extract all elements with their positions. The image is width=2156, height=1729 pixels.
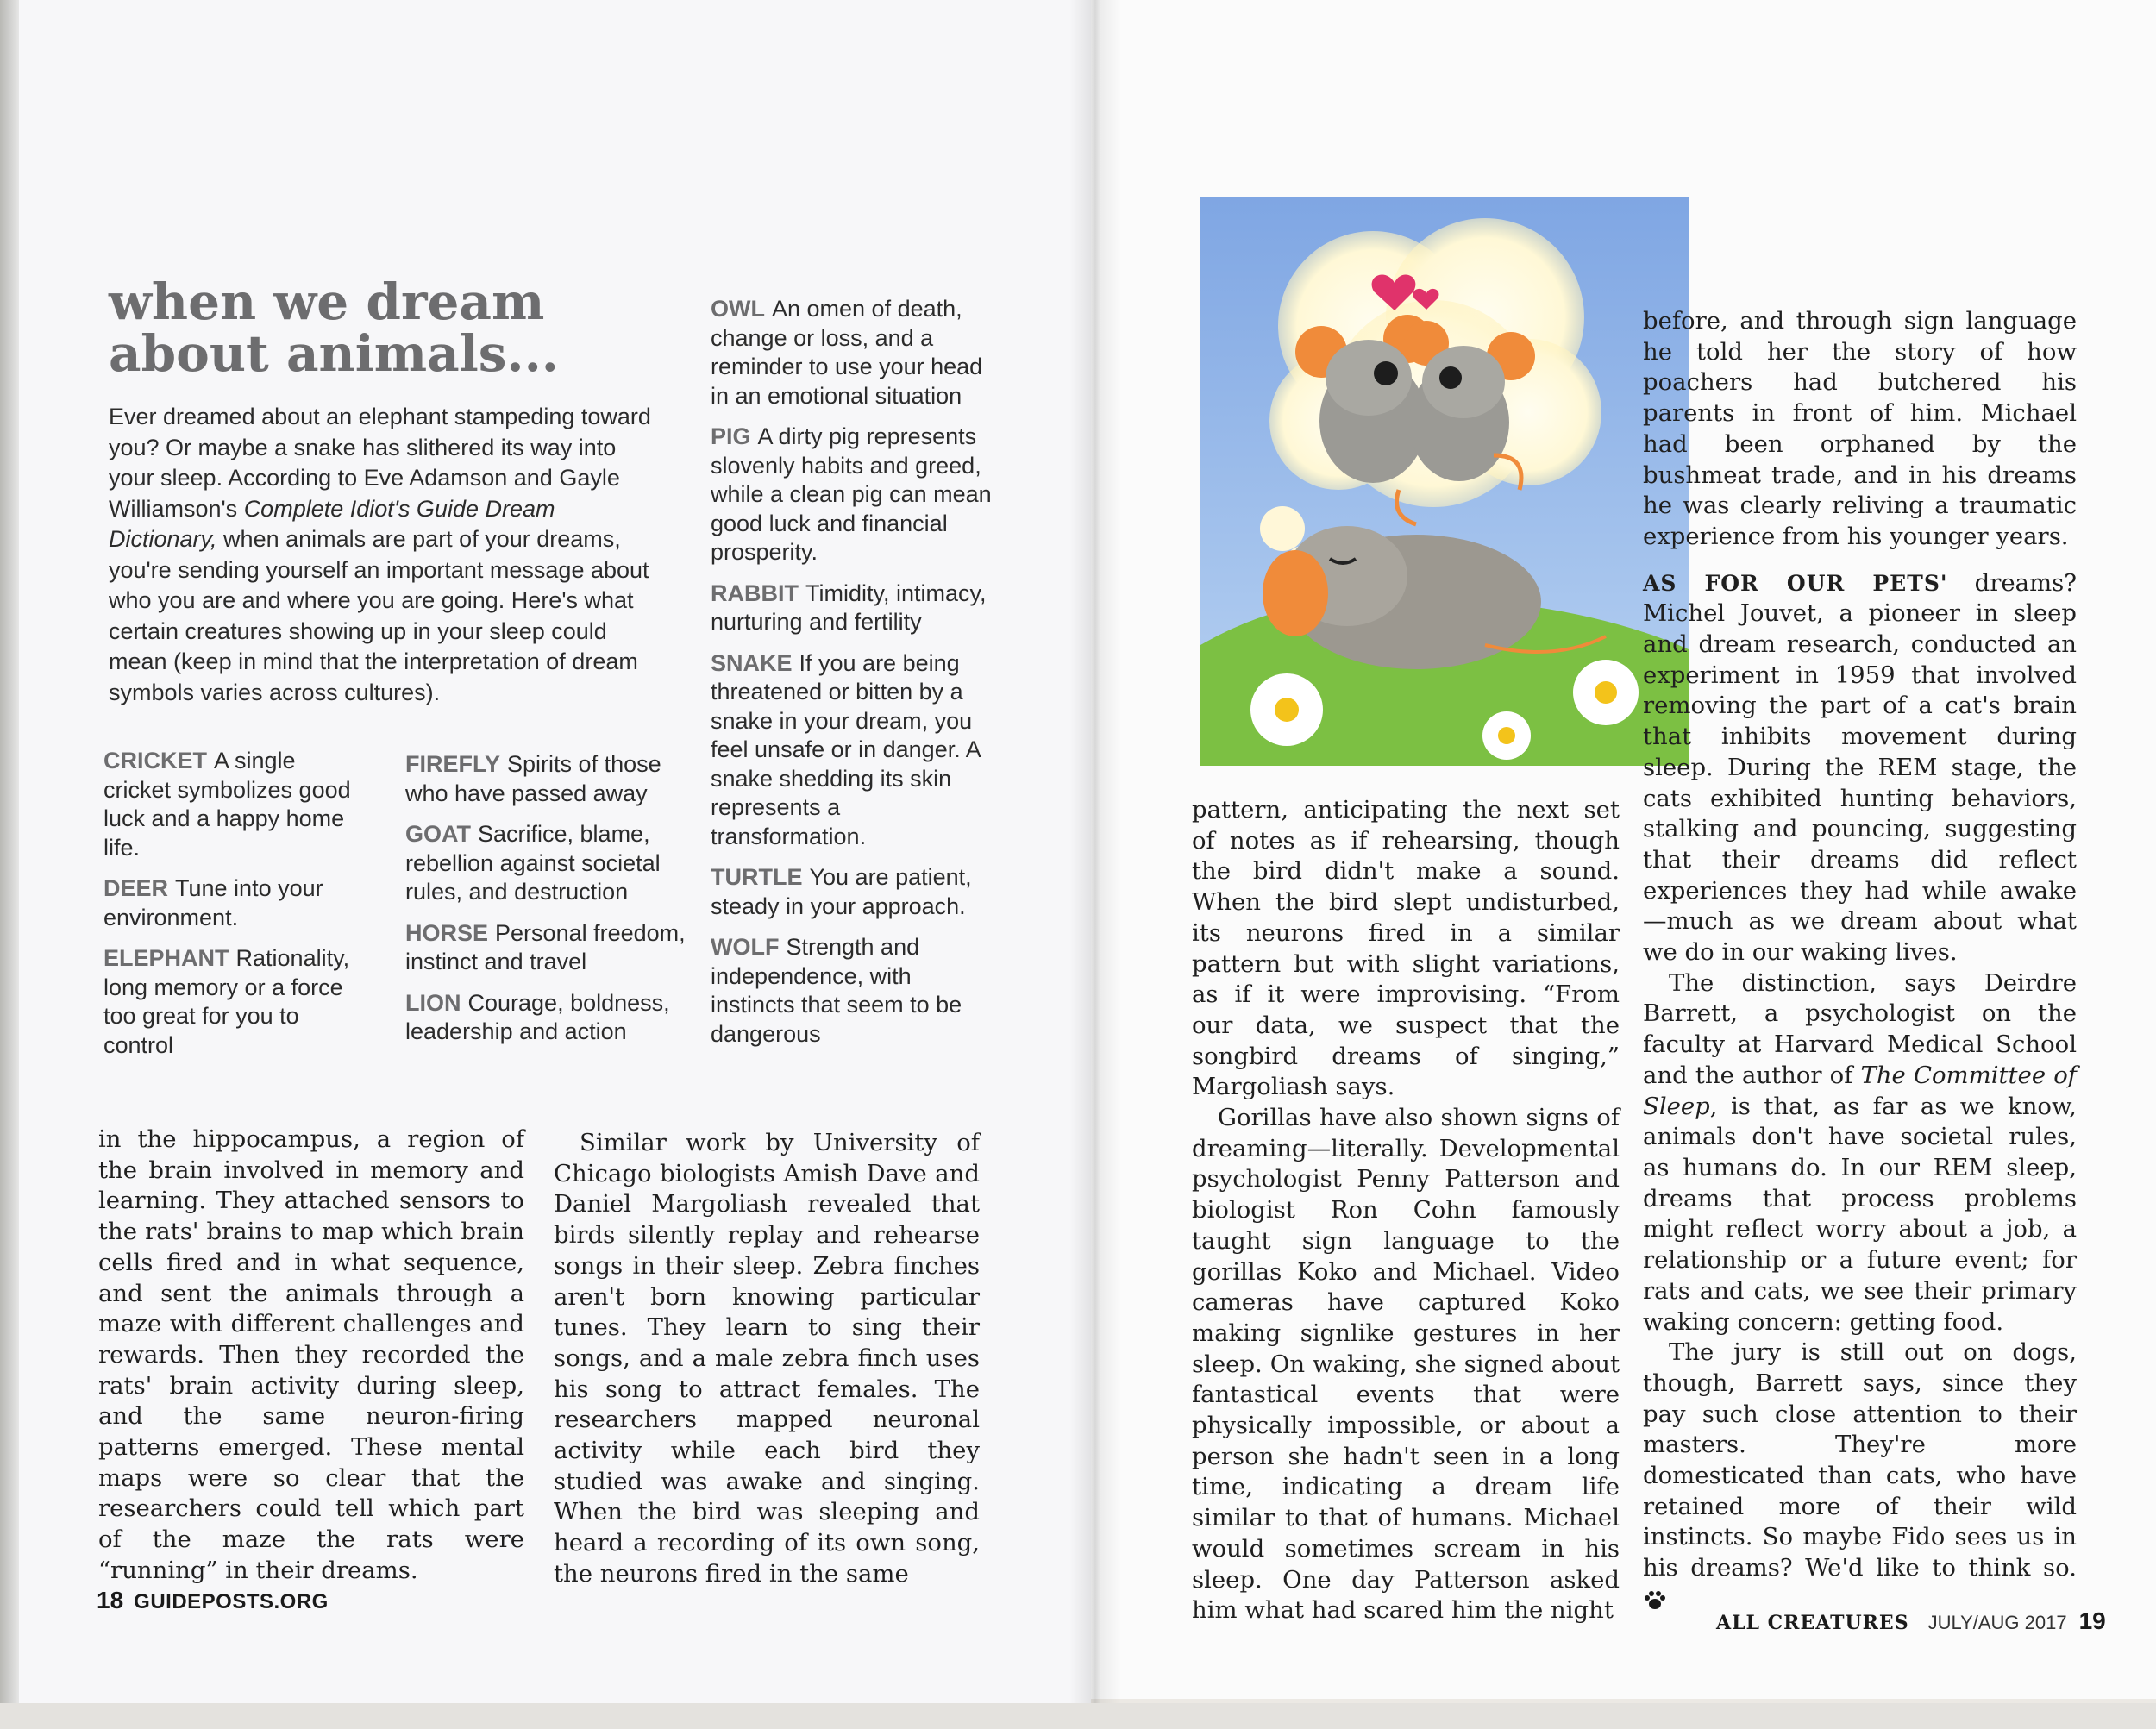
symbol-entry [405, 989, 690, 1047]
symbol-entry [103, 944, 362, 1060]
symbol-entry [711, 933, 1000, 1049]
symbol-entry [711, 295, 1000, 410]
symbol-meaning: Courage, boldness, leadership and action [405, 989, 670, 1044]
article-paragraph: pattern, anticipating the next set of notes as if rehearsing, though the bird didn't make a sound. When the bird slept undisturbed, its neurons fired in a similar pattern but with slight variations, as if it were improvising. “From our data, we suspect that the songbird dreams of singing,” Margoliash says. [1192, 796, 1620, 1101]
symbol-term: LION [405, 989, 461, 1016]
symbol-term: PIG [711, 423, 751, 449]
symbol-meaning: An omen of death, change or loss, and a reminder to use your head in an emotional situation [711, 296, 983, 409]
symbol-meaning: Rationality, long memory or a force too great for you to control [103, 945, 350, 1058]
intro-text-1: Ever dreamed about an elephant stampeding toward you? Or maybe a snake has slithered its way into your sleep. According to Eve Adamson and Gayle Williamson's [109, 404, 651, 522]
symbol-entry [711, 423, 1000, 567]
article-column-2 [554, 1128, 980, 1590]
book-title: The Committee of Sleep [1643, 1061, 2077, 1120]
symbol-term: OWL [711, 296, 765, 322]
article-column-3 [1192, 795, 1620, 1626]
symbol-entry [711, 649, 1000, 852]
symbol-term: TURTLE [711, 864, 803, 890]
symbol-meaning: Timidity, intimacy, nurturing and fertility [711, 579, 987, 635]
dreaming-mouse-illustration [1200, 197, 1689, 766]
intro-book-title: Complete Idiot's Guide Dream Dictionary, [109, 495, 555, 552]
symbol-meaning: You are patient, steady in your approach. [711, 864, 972, 919]
page-edge-shadow [0, 0, 19, 1703]
article-column-1 [98, 1124, 524, 1587]
paragraph-text: , is that, as far as we know, animals don't have societal rules, as humans do. In our REM sleep, dreams that process problems might reflect worry about a job, a relationship or a future event; for rats and cats, we see their primary waking concern: getting food. [1643, 1092, 2077, 1336]
page-number: 18 [97, 1587, 124, 1613]
page-number: 19 [2078, 1607, 2106, 1634]
symbol-meaning: Strength and independence, with instincts that seem to be dangerous [711, 934, 962, 1047]
article-paragraph [1643, 568, 2077, 968]
symbol-list-column-3 [711, 295, 1000, 1061]
symbol-term: HORSE [405, 919, 489, 946]
sidebar-headline: when we dream about animals... [109, 273, 559, 383]
folio-date: JULY/AUG 2017 [1927, 1612, 2067, 1633]
article-column-4 [1643, 306, 2077, 1615]
symbol-list-column-1 [103, 747, 362, 1072]
bottom-edge [0, 1703, 2156, 1729]
article-paragraph: Similar work by University of Chicago biologists Amish Dave and Daniel Margoliash revealed that birds silently replay and rehearse songs in their sleep. Zebra finches aren't born knowing particular tunes. They learn to sing their songs, and a male zebra finch uses his song to attract females. The researchers mapped neuronal activity while each bird they studied was awake and singing. When the bird was sleeping and heard a recording of its own song, the neurons fired in the same [554, 1129, 980, 1588]
symbol-meaning: Sacrifice, blame, rebellion against societal rules, and destruction [405, 821, 661, 905]
symbol-meaning: A dirty pig represents slovenly habits and greed, while a clean pig can mean good luck and financial prosperity. [711, 423, 992, 565]
paw-print-icon [1643, 1589, 1667, 1610]
intro-text-2: when animals are part of your dreams, you're sending yourself an important message about who you are and where you are going. Here's what certain creatures showing up in your sleep could mean (keep in mind that the interpretation of dream symbols varies across cultures). [109, 526, 649, 705]
symbol-entry [405, 750, 690, 808]
left-folio [97, 1587, 329, 1614]
symbol-meaning: Personal freedom, instinct and travel [405, 919, 686, 974]
section-lead-in: AS FOR OUR PETS' [1643, 570, 1948, 596]
folio-site: GUIDEPOSTS.ORG [134, 1590, 329, 1613]
symbol-term: WOLF [711, 934, 780, 960]
symbol-term: ELEPHANT [103, 945, 229, 971]
article-paragraph [1643, 968, 2077, 1337]
page-gutter [1069, 0, 1121, 1703]
symbol-term: FIREFLY [405, 751, 501, 777]
article-paragraph: before, and through sign language he told her the story of how poachers had butchered his parents in front of him. Michael had been orphaned by the bushmeat trade, and in his dreams he was clearly reliving a traumatic experience from his younger years. [1643, 307, 2077, 550]
symbol-term: SNAKE [711, 649, 793, 676]
symbol-meaning: A single cricket symbolizes good luck and a happy home life. [103, 748, 351, 861]
paragraph-text: The distinction, says Deirdre Barrett, a psychologist on the faculty at Harvard Medical School and the author of [1643, 968, 2077, 1089]
symbol-term: CRICKET [103, 748, 207, 774]
right-folio [1716, 1607, 2106, 1635]
sidebar-intro [109, 402, 661, 708]
paragraph-text: The jury is still out on dogs, though, Barrett says, since they pay such close attention to their masters. They're more domesticated than cats, who have retained more of their wild instincts. So maybe Fido sees us in his dreams? We'd like to think so. [1643, 1338, 2077, 1582]
folio-section: ALL CREATURES [1716, 1612, 1909, 1634]
symbol-meaning: Tune into your environment. [103, 875, 323, 930]
symbol-entry [103, 874, 362, 932]
symbol-entry [405, 820, 690, 907]
symbol-entry [711, 863, 1000, 921]
symbol-entry [711, 579, 1000, 637]
symbol-term: DEER [103, 875, 169, 901]
symbol-term: GOAT [405, 821, 471, 847]
paragraph-text: dreams? Michel Jouvet, a pioneer in sleep and dream research, conducted an experiment in 1959 that involved removing the part of a cat's brain that inhibits movement during sleep. During the REM stage, the cats exhibited hunting behaviors, stalking and pouncing, suggesting that their dreams did reflect experiences they had while awake—much as we dream about what we do in our waking lives. [1643, 568, 2078, 967]
symbol-entry [405, 919, 690, 977]
article-paragraph [1643, 1337, 2077, 1614]
symbol-meaning: Spirits of those who have passed away [405, 751, 661, 806]
article-paragraph: Gorillas have also shown signs of dreaming—literally. Developmental psychologist Penny Patterson and biologist Ron Cohn famously taught sign language to the gorillas Koko and Michael. Video cameras have captured Koko making signlike gestures in her sleep. On waking, she signed about fantastical events that were physically impossible, or about a person she hadn't seen in a long time, indicating a dream life similar to that of humans. Michael would sometimes scream in his sleep. One day Patterson asked him what had scared him the night [1192, 1104, 1620, 1625]
article-paragraph: in the hippocampus, a region of the brain involved in memory and learning. They attached sensors to the rats' brains to map which brain cells fired and in what sequence, and sent the animals through a maze with different challenges and rewards. Then they recorded the rats' brain activity during sleep, and the same neuron-firing patterns emerged. These mental maps were so clear that the researchers could tell which part of the maze the rats were “running” in their dreams. [98, 1125, 524, 1584]
symbol-meaning: If you are being threatened or bitten by a snake in your dream, you feel unsafe or in danger. A snake shedding its skin represents a transformation. [711, 649, 981, 849]
symbol-term: RABBIT [711, 579, 799, 606]
symbol-list-column-2 [405, 750, 690, 1059]
symbol-entry [103, 747, 362, 862]
